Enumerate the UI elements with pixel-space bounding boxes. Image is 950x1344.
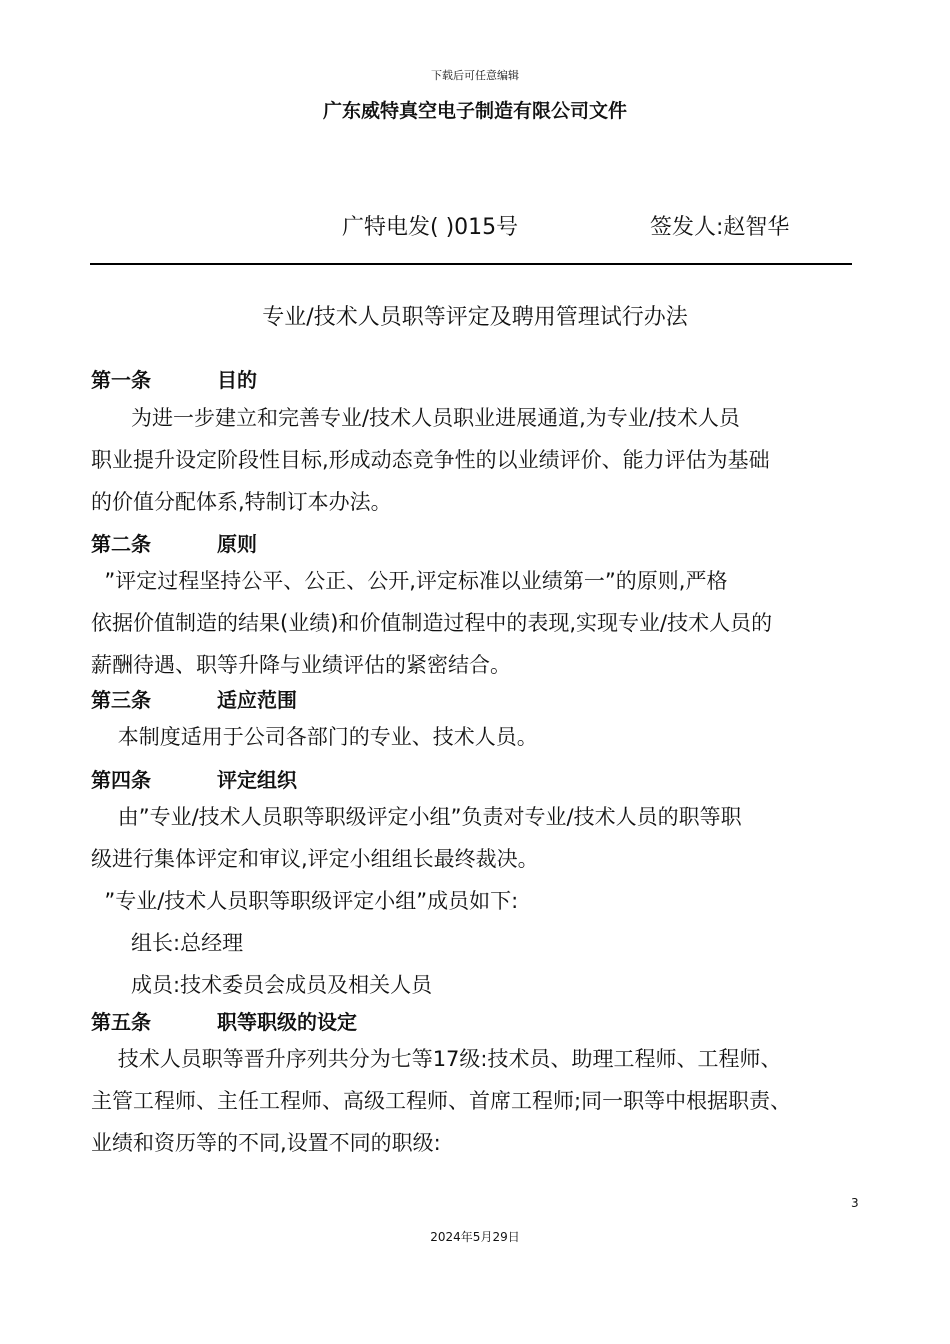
paragraph-line: 业绩和资历等的不同,设置不同的职级: (91, 1131, 441, 1155)
document-title: 专业/技术人员职等评定及聘用管理试行办法 (262, 305, 688, 330)
article-5-body (91, 1038, 863, 1164)
paragraph-line: 薪酬待遇、职等升降与业绩评估的紧密结合。 (91, 653, 511, 677)
paragraph-line: 的价值分配体系,特制订本办法。 (91, 490, 392, 514)
paragraph-line: ”评定过程坚持公平、公正、公开,评定标准以业绩第一”的原则,严格 (91, 569, 728, 593)
paragraph-line: 本制度适用于公司各部门的专业、技术人员。 (91, 725, 538, 749)
paragraph-line: 主管工程师、主任工程师、高级工程师、首席工程师;同一职等中根据职责、 (91, 1089, 792, 1113)
article-1-number: 第一条 (91, 368, 151, 392)
paragraph-line: 级进行集体评定和审议,评定小组组长最终裁决。 (91, 847, 539, 871)
paragraph-line: 由”专业/技术人员职等职级评定小组”负责对专业/技术人员的职等职 (91, 805, 742, 829)
paragraph-line: 为进一步建立和完善专业/技术人员职业进展通道,为专业/技术人员 (91, 406, 740, 430)
article-2-body (91, 560, 863, 686)
issuer: 签发人:赵智华 (650, 215, 790, 240)
paragraph-line: 依据价值制造的结果(业绩)和价值制造过程中的表现,实现专业/技术人员的 (91, 611, 773, 635)
article-2-number: 第二条 (91, 532, 151, 556)
company-header: 广东威特真空电子制造有限公司文件 (322, 100, 627, 122)
header-divider (90, 263, 852, 265)
article-4-title: 评定组织 (217, 768, 297, 792)
article-5-number: 第五条 (91, 1010, 151, 1034)
article-5-title: 职等职级的设定 (217, 1010, 357, 1034)
page-number: 3 (851, 1196, 859, 1210)
download-note: 下载后可任意编辑 (431, 69, 519, 82)
article-2-title: 原则 (217, 532, 257, 556)
article-4-number: 第四条 (91, 768, 151, 792)
article-3-title: 适应范围 (217, 688, 297, 712)
paragraph-line: 成员:技术委员会成员及相关人员 (91, 973, 433, 997)
paragraph-line: 职业提升设定阶段性目标,形成动态竞争性的以业绩评价、能力评估为基础 (91, 448, 770, 472)
article-4-body (91, 796, 863, 1006)
document-number: 广特电发( )015号 (342, 215, 519, 240)
paragraph-line: 组长:总经理 (91, 931, 244, 955)
paragraph-line: ”专业/技术人员职等职级评定小组”成员如下: (91, 889, 519, 913)
article-3-number: 第三条 (91, 688, 151, 712)
article-1-body (91, 397, 863, 523)
footer-date: 2024年5月29日 (430, 1230, 520, 1244)
paragraph-line: 技术人员职等晋升序列共分为七等17级:技术员、助理工程师、工程师、 (91, 1047, 782, 1071)
article-1-title: 目的 (217, 368, 257, 392)
article-3-body (91, 716, 863, 758)
